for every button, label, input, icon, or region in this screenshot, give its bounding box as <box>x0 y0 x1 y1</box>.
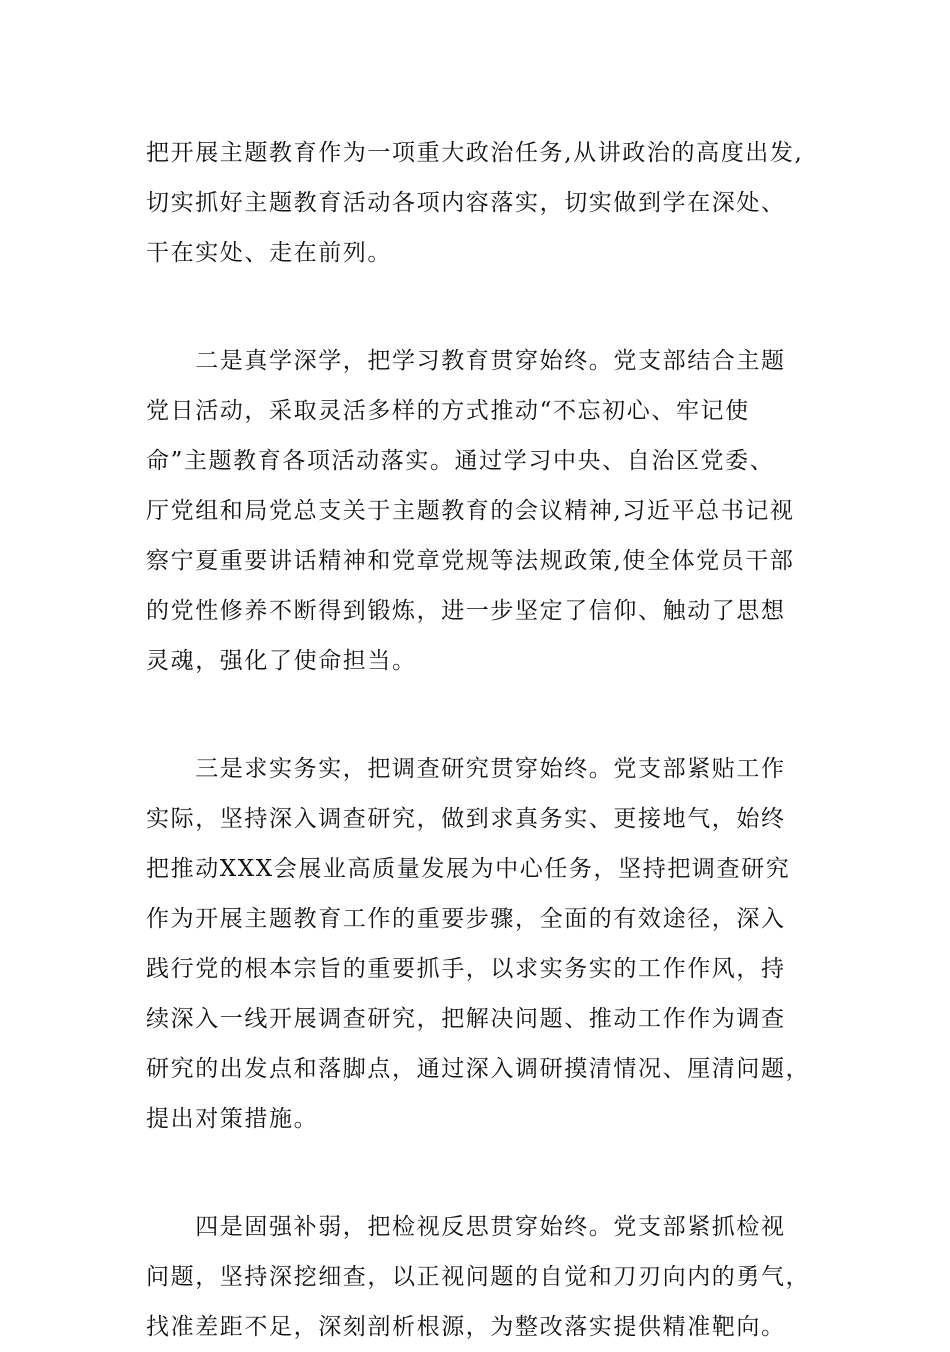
text-line: 察宁夏重要讲话精神和党章党规等法规政策,使全体党员干部 <box>146 548 795 574</box>
paragraph-3 <box>146 744 816 1144</box>
text-line: 实际，坚持深入调查研究，做到求真务实、更接地气，始终 <box>146 806 786 832</box>
text-line: 三是求实务实，把调查研究贯穿始终。党支部紧贴工作 <box>146 756 786 782</box>
text-line: 问题，坚持深挖细查，以正视问题的自觉和刀刃向内的勇气， <box>146 1264 811 1290</box>
body-text <box>146 128 816 1352</box>
paragraph-gap <box>146 686 816 744</box>
text-line: 厅党组和局党总支关于主题教育的会议精神,习近平总书记视 <box>146 498 795 524</box>
text-line: 灵魂，强化了使命担当。 <box>146 648 417 674</box>
paragraph-1 <box>146 128 816 278</box>
text-line: 干在实处、走在前列。 <box>146 240 392 266</box>
text-line: 把开展主题教育作为一项重大政治任务,从讲政治的高度出发, <box>146 140 804 166</box>
text-line: 命”主题教育各项活动落实。通过学习中央、自治区党委、 <box>146 448 775 474</box>
paragraph-4 <box>146 1202 816 1352</box>
text-line: 把推动XXX会展业高质量发展为中心任务，坚持把调查研究 <box>146 856 791 882</box>
text-line: 党日活动，采取灵活多样的方式推动“不忘初心、牢记使 <box>146 398 750 424</box>
text-line: 找准差距不足，深刻剖析根源，为整改落实提供精准靶向。 <box>146 1314 786 1340</box>
text-line: 的党性修养不断得到锻炼，进一步坚定了信仰、触动了思想 <box>146 598 786 624</box>
paragraph-2 <box>146 336 816 686</box>
text-line: 二是真学深学，把学习教育贯穿始终。党支部结合主题 <box>146 348 786 374</box>
paragraph-gap <box>146 278 816 336</box>
text-line: 四是固强补弱，把检视反思贯穿始终。党支部紧抓检视 <box>146 1214 786 1240</box>
text-line: 研究的出发点和落脚点，通过深入调研摸清情况、厘清问题， <box>146 1056 811 1082</box>
paragraph-gap <box>146 1144 816 1202</box>
text-line: 践行党的根本宗旨的重要抓手，以求实务实的工作作风，持 <box>146 956 786 982</box>
text-line: 提出对策措施。 <box>146 1106 319 1132</box>
text-line: 切实抓好主题教育活动各项内容落实，切实做到学在深处、 <box>146 190 786 216</box>
text-line: 续深入一线开展调查研究，把解决问题、推动工作作为调查 <box>146 1006 786 1032</box>
text-line: 作为开展主题教育工作的重要步骤，全面的有效途径，深入 <box>146 906 786 932</box>
